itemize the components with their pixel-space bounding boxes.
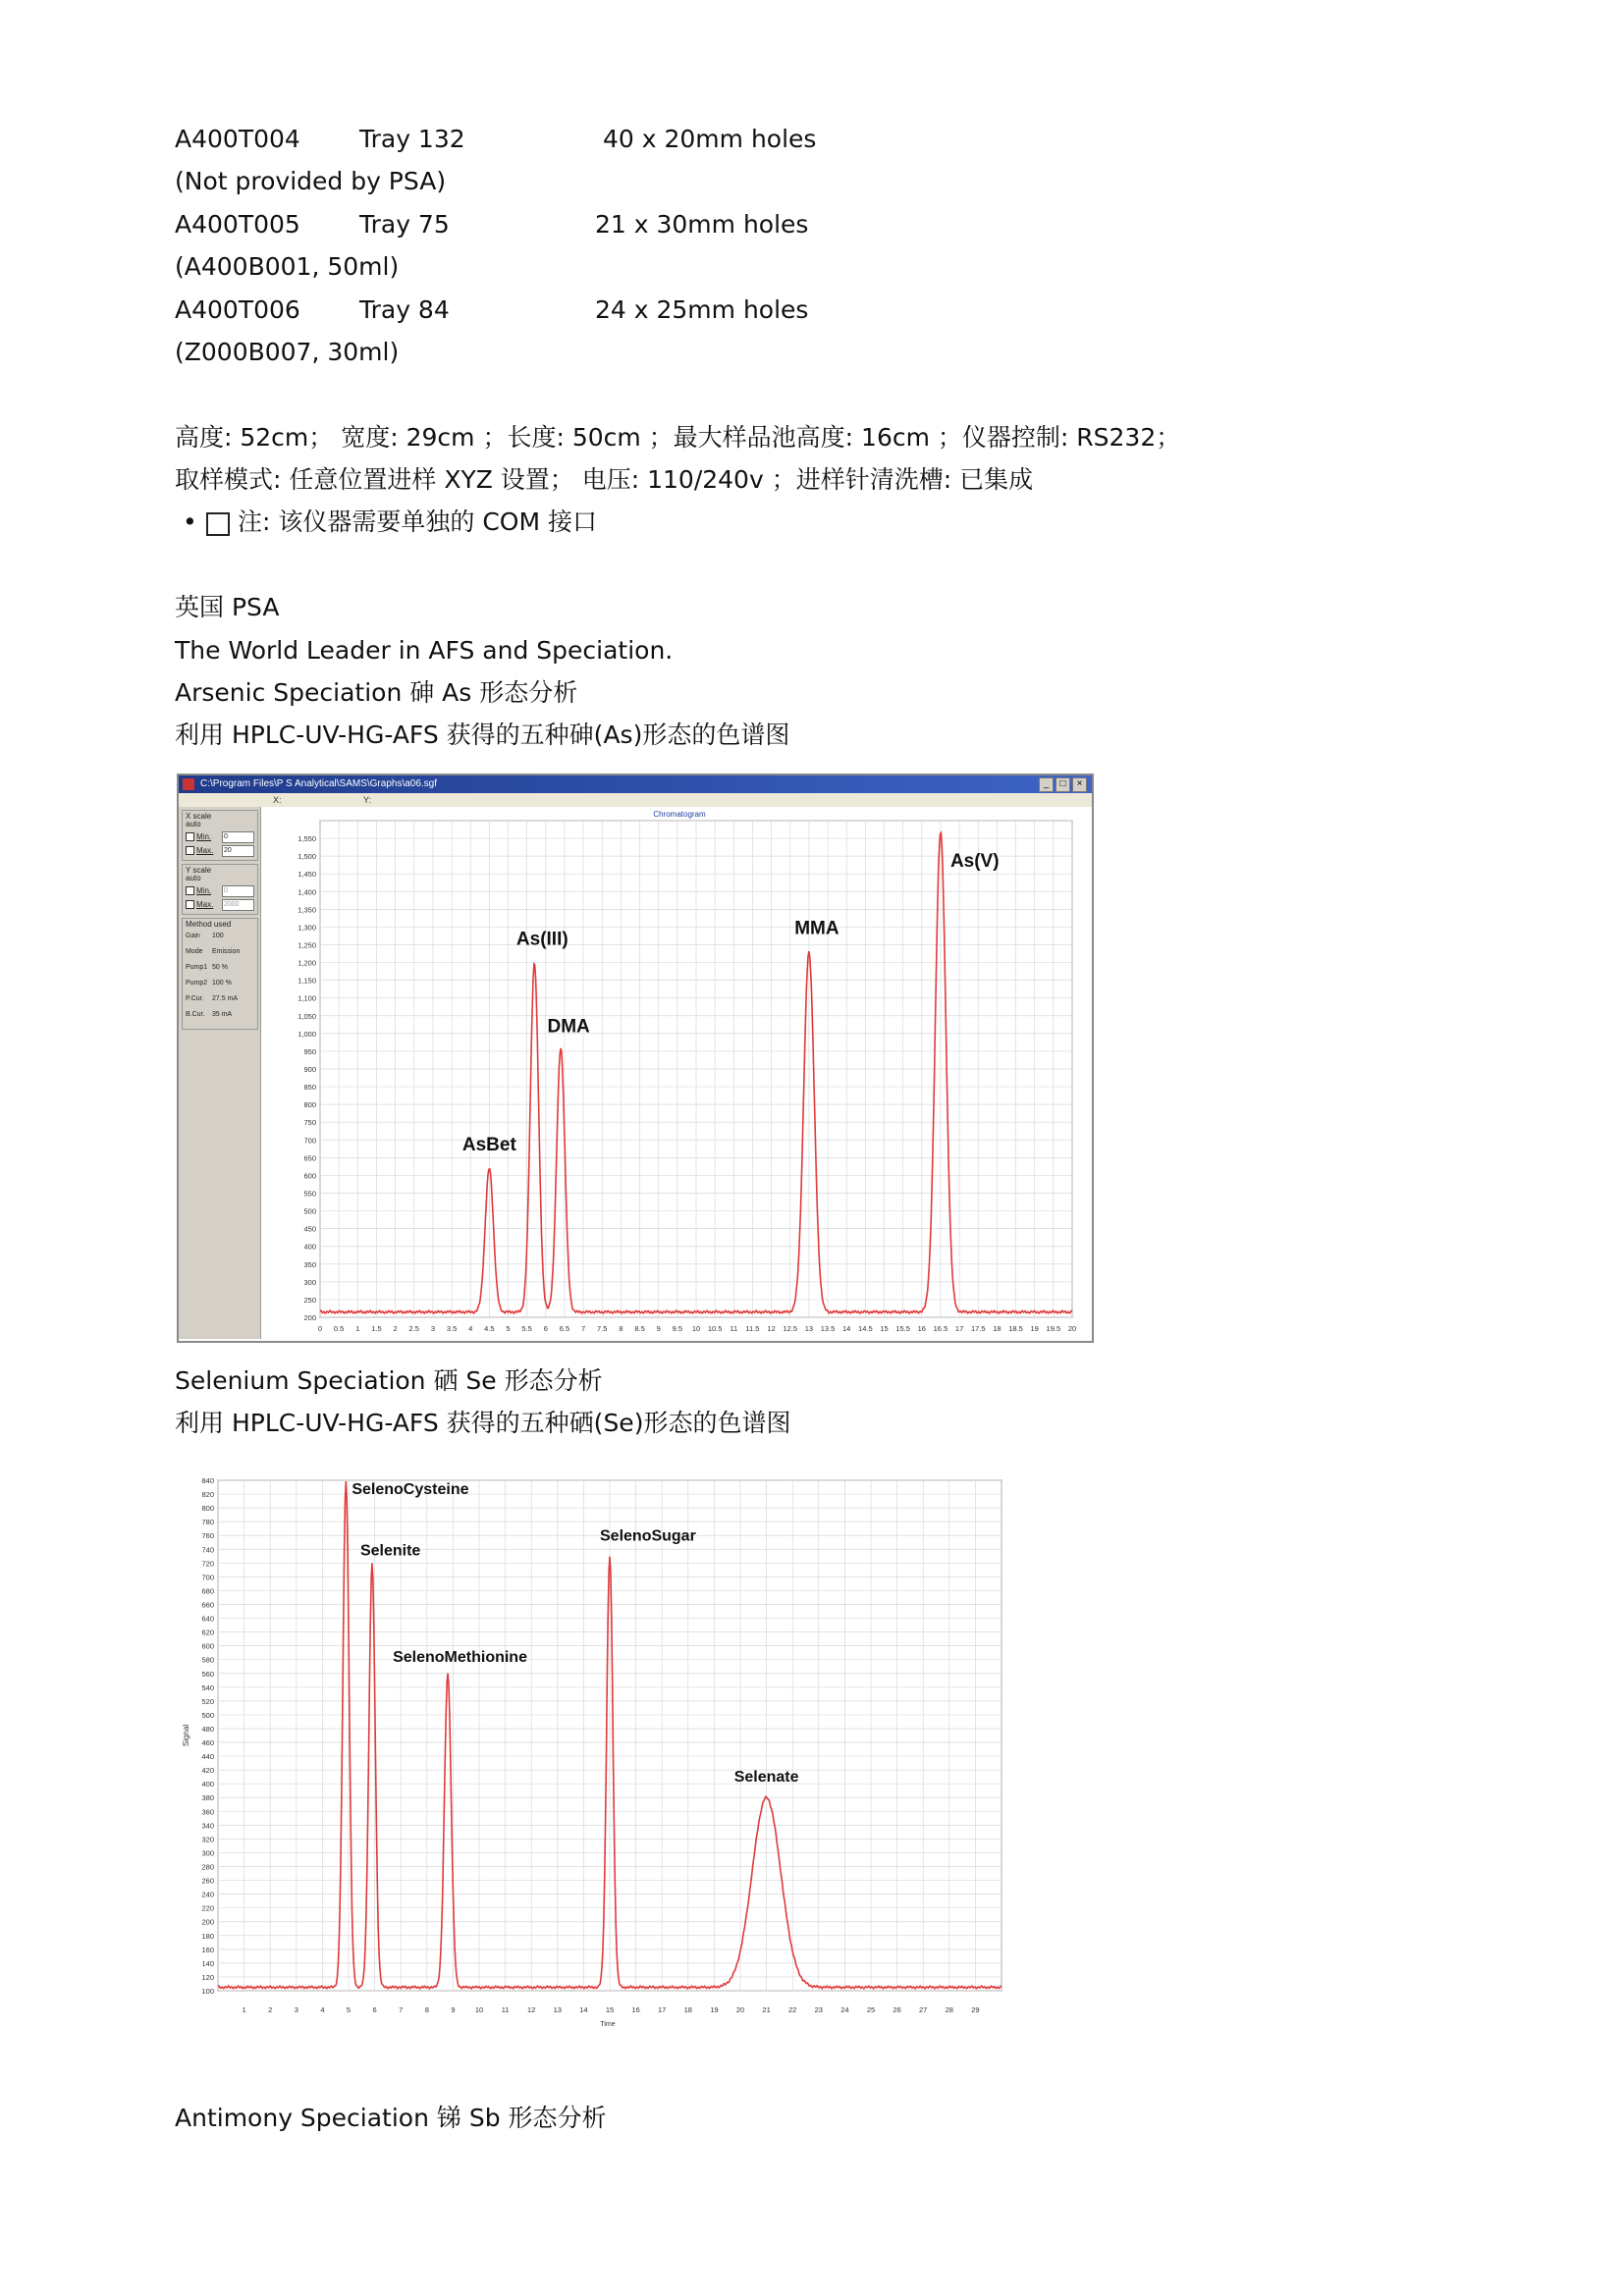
x-tick-label: 29 <box>971 2005 980 2014</box>
arsenic-chromatogram <box>261 807 1090 1339</box>
bullet: • <box>183 507 197 536</box>
x-tick-label: 2.5 <box>408 1324 419 1333</box>
y-tick-label: 340 <box>201 1821 214 1831</box>
y-max-label: Max. <box>196 900 214 909</box>
x-tick-label: 17.5 <box>970 1324 986 1333</box>
y-tick-label: 1,250 <box>298 940 316 950</box>
peak-label: As(III) <box>515 929 568 950</box>
x-tick-label: 1.5 <box>371 1324 382 1333</box>
x-scale-label: X scale <box>186 812 212 821</box>
x-axis-label: Time <box>600 2021 616 2028</box>
y-tick-label: 300 <box>303 1277 316 1287</box>
y-tick-label: 420 <box>201 1766 214 1776</box>
x-tick-label: 8 <box>424 2005 429 2014</box>
y-tick-label: 600 <box>201 1641 214 1651</box>
specs-line-2: 取样模式: 任意位置进样 XYZ 设置； 电压: 110/240v ；进样针清洗槽: 已集成 <box>175 465 1034 494</box>
y-tick-label: 750 <box>303 1118 316 1128</box>
y-tick-label: 840 <box>201 1476 214 1485</box>
y-tick-label: 260 <box>201 1876 214 1886</box>
row3-code: A400T006 <box>175 295 300 324</box>
y-tick-label: 1,350 <box>298 905 316 915</box>
y-tick-label: 450 <box>303 1224 316 1234</box>
y-tick-label: 820 <box>201 1490 214 1500</box>
x-tick-label: 25 <box>866 2005 876 2014</box>
peak-label: AsBet <box>461 1135 516 1156</box>
y-min-input[interactable]: 0 <box>222 885 254 897</box>
method-value: 35 mA <box>212 1011 233 1018</box>
method-label: Method used <box>186 920 232 929</box>
y-tick-label: 600 <box>303 1171 316 1181</box>
row2-code: A400T005 <box>175 210 300 239</box>
method-value: 100 <box>212 933 224 939</box>
x-tick-label: 26 <box>893 2005 901 2014</box>
y-scale-group <box>182 864 258 915</box>
x-tick-label: 13 <box>804 1324 814 1333</box>
y-tick-label: 240 <box>201 1890 214 1899</box>
y-tick-label: 520 <box>201 1696 214 1706</box>
y-max-input[interactable]: 2000 <box>222 899 254 911</box>
peak-label: SelenoSugar <box>600 1527 696 1545</box>
row3-holes: 24 x 25mm holes <box>595 295 809 324</box>
y-axis-label: Signal <box>182 1724 190 1747</box>
x-tick-label: 10 <box>474 2005 484 2014</box>
row2-holes: 21 x 30mm holes <box>595 210 809 239</box>
x-tick-label: 7.5 <box>597 1324 608 1333</box>
x-tick-label: 28 <box>945 2005 953 2014</box>
x-tick-label: 4.5 <box>484 1324 495 1333</box>
x-tick-label: 22 <box>788 2005 797 2014</box>
y-tick-label: 900 <box>303 1065 316 1074</box>
x-tick-label: 17 <box>954 1324 964 1333</box>
y-min-checkbox[interactable] <box>186 886 194 895</box>
coordinate-bar <box>179 793 1092 807</box>
row1-holes: 40 x 20mm holes <box>603 125 817 153</box>
x-tick-label: 9.5 <box>672 1324 683 1333</box>
x-tick-label: 21 <box>762 2005 771 2014</box>
y-tick-label: 1,400 <box>298 887 316 897</box>
x-tick-label: 9 <box>656 1324 661 1333</box>
y-tick-label: 480 <box>201 1724 214 1734</box>
x-tick-label: 15.5 <box>895 1324 910 1333</box>
y-min-label: Min. <box>196 886 212 895</box>
x-tick-label: 4 <box>468 1324 473 1333</box>
window-titlebar <box>179 775 1092 793</box>
y-tick-label: 1,150 <box>298 976 316 986</box>
x-tick-label: 19.5 <box>1046 1324 1061 1333</box>
y-tick-label: 740 <box>201 1545 214 1555</box>
y-tick-label: 620 <box>201 1628 214 1637</box>
x-tick-label: 20 <box>1067 1324 1077 1333</box>
peak-label: Selenate <box>733 1769 799 1787</box>
window-title: C:\Program Files\P S Analytical\SAMS\Graphs\a06.sgf <box>200 778 438 789</box>
y-tick-label: 1,050 <box>298 1011 316 1021</box>
y-tick-label: 160 <box>201 1945 214 1954</box>
y-tick-label: 680 <box>201 1586 214 1596</box>
x-tick-label: 14 <box>579 2005 588 2014</box>
x-tick-label: 2 <box>268 2005 273 2014</box>
x-tick-label: 8.5 <box>634 1324 645 1333</box>
x-tick-label: 11 <box>730 1324 738 1333</box>
x-tick-label: 16.5 <box>933 1324 948 1333</box>
company-name: 英国 PSA <box>175 593 280 621</box>
x-max-input[interactable]: 20 <box>222 845 254 857</box>
x-tick-label: 6 <box>543 1324 548 1333</box>
x-tick-label: 10.5 <box>707 1324 723 1333</box>
y-tick-label: 580 <box>201 1655 214 1665</box>
arsenic-caption: 利用 HPLC-UV-HG-AFS 获得的五种砷(As)形态的色谱图 <box>175 721 790 749</box>
x-min-label: Min. <box>196 832 212 841</box>
y-tick-label: 1,100 <box>298 993 316 1003</box>
y-tick-label: 300 <box>201 1848 214 1858</box>
x-tick-label: 9 <box>451 2005 456 2014</box>
y-tick-label: 360 <box>201 1807 214 1817</box>
peak-label: MMA <box>794 918 839 939</box>
x-tick-label: 10 <box>691 1324 701 1333</box>
y-tick-label: 800 <box>303 1100 316 1110</box>
y-tick-label: 380 <box>201 1793 214 1803</box>
x-tick-label: 20 <box>735 2005 745 2014</box>
x-tick-label: 5 <box>506 1324 511 1333</box>
selenium-heading: Selenium Speciation 硒 Se 形态分析 <box>175 1366 603 1395</box>
x-auto-label: auto <box>186 820 201 828</box>
x-tick-label: 6 <box>372 2005 377 2014</box>
peak-label: SelenoCysteine <box>352 1481 469 1498</box>
specs-note: 注: 该仪器需要单独的 COM 接口 <box>238 507 597 536</box>
y-tick-label: 400 <box>303 1242 316 1252</box>
x-tick-label: 16 <box>917 1324 926 1333</box>
y-tick-label: 950 <box>303 1046 316 1056</box>
y-tick-label: 280 <box>201 1862 214 1872</box>
x-tick-label: 11 <box>501 2005 510 2014</box>
x-tick-label: 13 <box>553 2005 562 2014</box>
x-tick-label: 19 <box>710 2005 719 2014</box>
x-tick-label: 23 <box>814 2005 823 2014</box>
row1-note: (Not provided by PSA) <box>175 167 447 195</box>
y-tick-label: 250 <box>303 1295 316 1305</box>
y-tick-label: 660 <box>201 1600 214 1610</box>
method-value: Emission <box>212 948 241 955</box>
y-tick-label: 850 <box>303 1083 316 1093</box>
x-scale-group <box>182 810 258 861</box>
x-tick-label: 13.5 <box>820 1324 836 1333</box>
y-tick-label: 760 <box>201 1531 214 1541</box>
row3-note: (Z000B007, 30ml) <box>175 338 400 366</box>
y-tick-label: 220 <box>201 1903 214 1913</box>
x-tick-label: 5 <box>346 2005 352 2014</box>
x-min-checkbox[interactable] <box>186 832 194 841</box>
method-value: 100 % <box>212 980 232 987</box>
y-tick-label: 350 <box>303 1259 316 1269</box>
y-auto-label: auto <box>186 874 201 882</box>
y-tick-label: 120 <box>201 1972 214 1982</box>
y-tick-label: 550 <box>303 1189 316 1199</box>
x-tick-label: 1 <box>242 2005 246 2014</box>
x-tick-label: 2 <box>393 1324 398 1333</box>
y-tick-label: 720 <box>201 1559 214 1569</box>
method-value: 50 % <box>212 964 228 971</box>
peak-label: DMA <box>547 1016 590 1038</box>
antimony-heading: Antimony Speciation 锑 Sb 形态分析 <box>175 2104 607 2132</box>
y-tick-label: 320 <box>201 1835 214 1844</box>
y-tick-label: 800 <box>201 1504 214 1514</box>
x-tick-label: 18 <box>683 2005 692 2014</box>
specs-line-1: 高度: 52cm； 宽度: 29cm ；长度: 50cm ；最大样品池高度: 16cm ；仪器控制: RS232； <box>175 423 1181 452</box>
y-tick-label: 140 <box>201 1958 214 1968</box>
method-key: Mode <box>186 948 203 955</box>
x-tick-label: 18 <box>993 1324 1001 1333</box>
method-value: 27.5 mA <box>212 995 239 1002</box>
x-tick-label: 1 <box>355 1324 360 1333</box>
x-tick-label: 0 <box>317 1324 323 1333</box>
method-key: B.Cur. <box>186 1011 205 1018</box>
x-tick-label: 11.5 <box>745 1324 760 1333</box>
x-min-input[interactable]: 0 <box>222 831 254 843</box>
row3-tray: Tray 84 <box>359 295 450 324</box>
chromatogram-window <box>177 774 1094 1343</box>
y-tick-label: 180 <box>201 1931 214 1941</box>
x-tick-label: 5.5 <box>521 1324 532 1333</box>
y-tick-label: 1,450 <box>298 870 316 880</box>
x-tick-label: 12.5 <box>783 1324 798 1333</box>
x-tick-label: 12 <box>527 2005 536 2014</box>
method-key: Pump1 <box>186 964 208 971</box>
y-tick-label: 400 <box>201 1780 214 1789</box>
y-coordinate-label: Y: <box>363 795 372 805</box>
x-tick-label: 18.5 <box>1008 1324 1023 1333</box>
x-tick-label: 3.5 <box>446 1324 458 1333</box>
x-tick-label: 4 <box>320 2005 325 2014</box>
x-tick-label: 12 <box>767 1324 776 1333</box>
x-tick-label: 17 <box>658 2005 667 2014</box>
y-tick-label: 700 <box>303 1136 316 1146</box>
y-tick-label: 700 <box>201 1573 214 1582</box>
settings-panel <box>179 807 261 1339</box>
y-tick-label: 650 <box>303 1153 316 1163</box>
row2-tray: Tray 75 <box>359 210 450 239</box>
y-tick-label: 460 <box>201 1738 214 1748</box>
checkbox-icon <box>206 512 230 536</box>
y-tick-label: 500 <box>201 1710 214 1720</box>
x-tick-label: 8 <box>619 1324 623 1333</box>
maximize-button[interactable]: □ <box>1056 777 1070 792</box>
row1-tray: Tray 132 <box>359 125 465 153</box>
peak-label: Selenite <box>359 1542 421 1560</box>
chart-title: Chromatogram <box>653 810 706 819</box>
peak-label: SelenoMethionine <box>393 1648 527 1666</box>
x-tick-label: 3 <box>430 1324 435 1333</box>
x-tick-label: 6.5 <box>559 1324 570 1333</box>
x-tick-label: 14.5 <box>858 1324 873 1333</box>
x-tick-label: 3 <box>294 2005 298 2014</box>
x-tick-label: 14 <box>842 1324 851 1333</box>
method-group <box>182 918 258 1030</box>
y-tick-label: 640 <box>201 1614 214 1624</box>
y-tick-label: 560 <box>201 1669 214 1679</box>
x-tick-label: 24 <box>840 2005 849 2014</box>
y-tick-label: 200 <box>303 1313 316 1322</box>
y-tick-label: 1,000 <box>298 1029 316 1039</box>
y-max-checkbox[interactable] <box>186 900 194 909</box>
x-tick-label: 19 <box>1030 1324 1039 1333</box>
y-tick-label: 500 <box>303 1206 316 1216</box>
y-tick-label: 440 <box>201 1752 214 1762</box>
y-tick-label: 780 <box>201 1518 214 1527</box>
row1-code: A400T004 <box>175 125 300 153</box>
x-tick-label: 15 <box>880 1324 889 1333</box>
x-coordinate-label: X: <box>273 795 282 805</box>
app-icon <box>183 778 194 790</box>
minimize-button[interactable]: _ <box>1039 777 1054 792</box>
y-tick-label: 200 <box>201 1917 214 1927</box>
x-tick-label: 16 <box>631 2005 640 2014</box>
y-tick-label: 1,550 <box>298 834 316 844</box>
x-tick-label: 27 <box>919 2005 928 2014</box>
x-max-label: Max. <box>196 846 214 855</box>
row2-note: (A400B001, 50ml) <box>175 252 400 281</box>
x-tick-label: 7 <box>581 1324 586 1333</box>
method-key: Gain <box>186 933 200 939</box>
x-tick-label: 7 <box>399 2005 404 2014</box>
x-tick-label: 0.5 <box>333 1324 345 1333</box>
y-scale-label: Y scale <box>186 866 212 875</box>
x-max-checkbox[interactable] <box>186 846 194 855</box>
y-tick-label: 540 <box>201 1682 214 1692</box>
selenium-caption: 利用 HPLC-UV-HG-AFS 获得的五种硒(Se)形态的色谱图 <box>175 1409 791 1437</box>
y-tick-label: 1,500 <box>298 852 316 862</box>
peak-label: As(V) <box>949 850 1000 872</box>
x-tick-label: 15 <box>605 2005 615 2014</box>
slogan: The World Leader in AFS and Speciation. <box>175 636 674 665</box>
y-tick-label: 1,200 <box>298 958 316 968</box>
arsenic-heading: Arsenic Speciation 砷 As 形态分析 <box>175 678 578 707</box>
y-tick-label: 100 <box>201 1987 214 1996</box>
method-key: Pump2 <box>186 980 208 987</box>
close-button[interactable]: × <box>1072 777 1087 792</box>
selenium-chromatogram <box>175 1463 1021 2032</box>
method-key: P.Cur. <box>186 995 204 1002</box>
y-tick-label: 1,300 <box>298 923 316 933</box>
